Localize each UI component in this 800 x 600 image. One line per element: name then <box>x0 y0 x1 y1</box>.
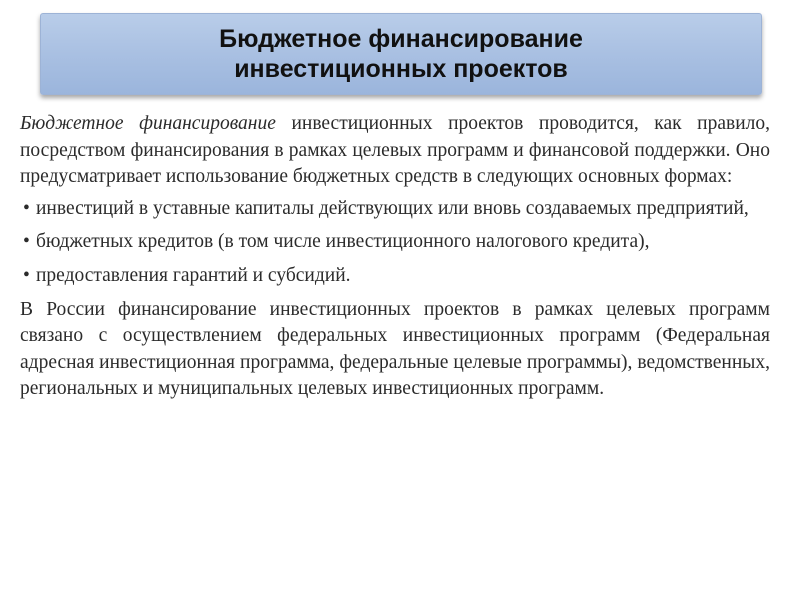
closing-paragraph: В России финансирование инвестиционных проектов в рамках целевых программ связано с осуществлением федеральных инвестиционных программ (Федеральная адресная инвестиционная программа, федеральные целевые программы), ведомственных, региональных и муниципальных целевых инвестиционных программ. <box>20 298 770 400</box>
slide-title-line-1: Бюджетное финансирование <box>219 25 583 53</box>
list-item-text: бюджетных кредитов (в том числе инвестиционного налогового кредита), <box>36 231 650 253</box>
intro-lead-term: Бюджетное финансирование <box>20 113 276 134</box>
intro-paragraph <box>20 111 770 191</box>
list-item <box>20 196 770 223</box>
list-item-text: инвестиций в уставные капиталы действующих или вновь создаваемых предприятий, <box>36 197 749 219</box>
bullet-icon: • <box>23 264 30 286</box>
title-banner <box>40 13 762 95</box>
slide-body <box>20 111 770 403</box>
list-item <box>20 263 770 290</box>
intro-text: инвестиционных проектов проводится, как правило, посредством финансирования в рамках целевых программ и финансовой поддержки. Оно предусматривает использование бюджетных средств в следующих основных формах: <box>20 113 770 188</box>
bullet-icon: • <box>23 231 30 253</box>
slide-title-line-2: инвестиционных проектов <box>234 55 568 83</box>
list-item-text: предоставления гарантий и субсидий. <box>36 264 351 286</box>
list-item <box>20 229 770 256</box>
bullet-icon: • <box>23 197 30 219</box>
forms-list <box>20 196 770 290</box>
